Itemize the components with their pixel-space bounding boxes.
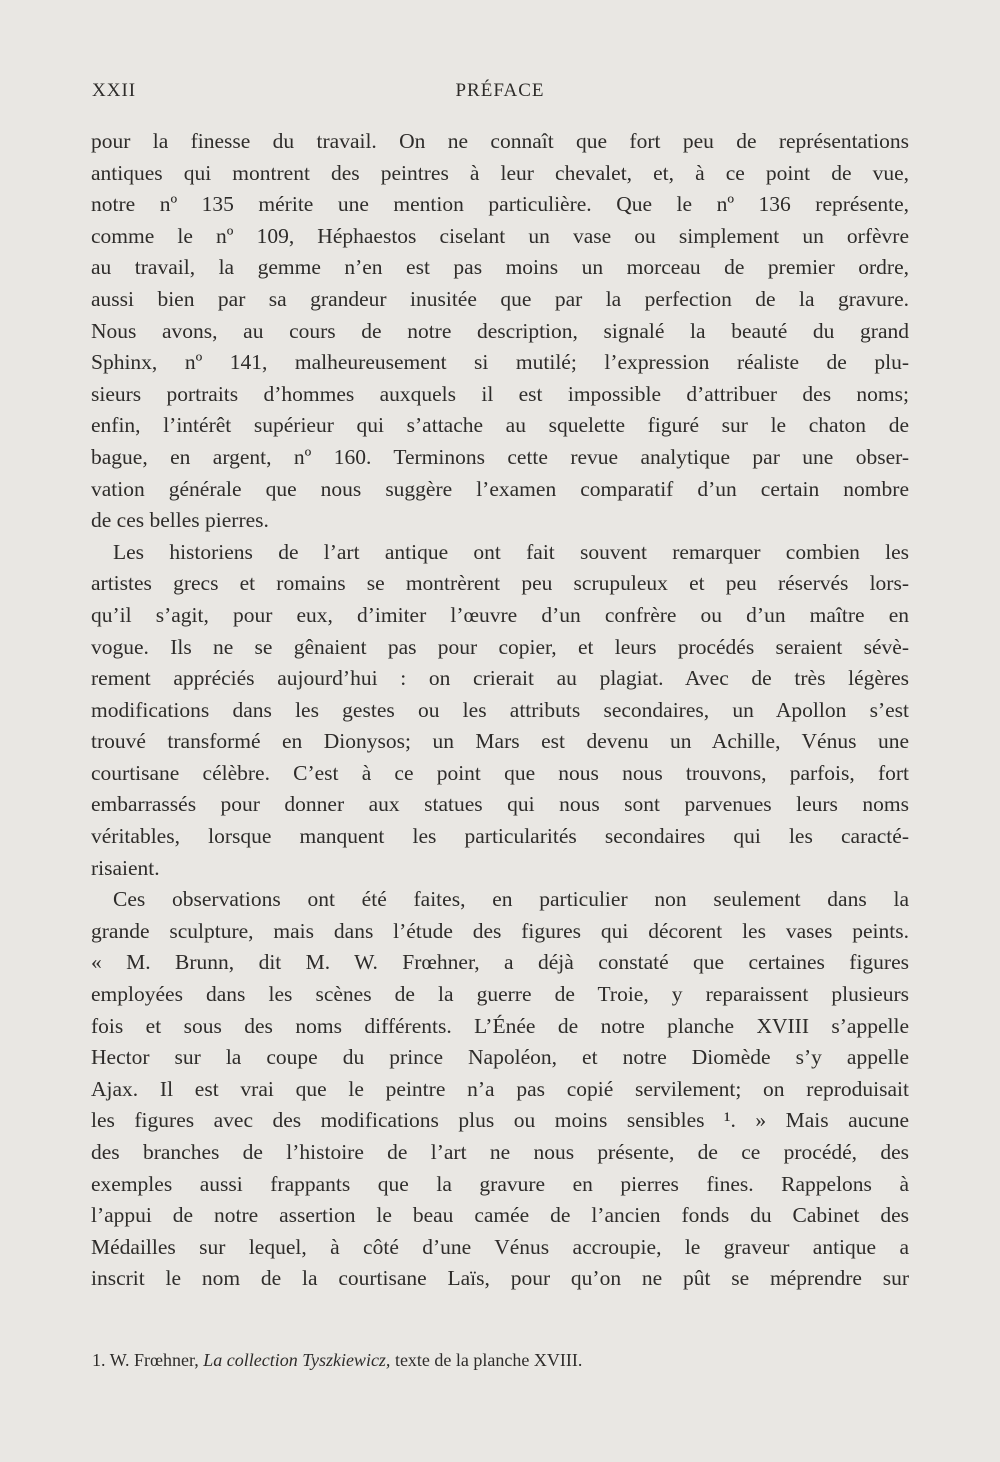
footnote-number: 1. <box>92 1350 106 1370</box>
text-line: véritables, lorsque manquent les particularités secondaires qui les caracté- <box>91 824 909 849</box>
text-line: Ces observations ont été faites, en particulier non seulement dans la <box>113 887 909 912</box>
page-header <box>92 80 908 110</box>
text-line: aussi bien par sa grandeur inusitée que par la perfection de la gravure. <box>91 286 909 311</box>
text-line: Ajax. Il est vrai que le peintre n’a pas copié servilement; on reproduisait <box>91 1076 909 1101</box>
text-line: trouvé transformé en Dionysos; un Mars est devenu un Achille, Vénus une <box>91 729 909 754</box>
text-line: exemples aussi frappants que la gravure en pierres fines. Rappelons à <box>91 1171 909 1196</box>
text-line: l’appui de notre assertion le beau camée de l’ancien fonds du Cabinet des <box>91 1203 909 1228</box>
text-line: notre nº 135 mérite une mention particulière. Que le nº 136 représente, <box>91 192 909 217</box>
text-line: bague, en argent, nº 160. Terminons cette revue analytique par une obser- <box>91 444 909 469</box>
text-line: sieurs portraits d’hommes auxquels il est impossible d’attribuer des noms; <box>91 381 909 406</box>
text-line: enfin, l’intérêt supérieur qui s’attache au squelette figuré sur le chaton de <box>91 413 909 438</box>
text-line: Nous avons, au cours de notre description, signalé la beauté du grand <box>91 318 909 343</box>
text-line: employées dans les scènes de la guerre de Troie, y reparaissent plusieurs <box>91 982 909 1007</box>
text-line: Hector sur la coupe du prince Napoléon, et notre Diomède s’y appelle <box>91 1045 909 1070</box>
text-line: au travail, la gemme n’en est pas moins un morceau de premier ordre, <box>91 255 909 280</box>
text-line: artistes grecs et romains se montrèrent peu scrupuleux et peu réservés lors- <box>91 571 909 596</box>
text-line: rement appréciés aujourd’hui : on crierait au plagiat. Avec de très légères <box>91 666 909 691</box>
text-line: « M. Brunn, dit M. W. Frœhner, a déjà constaté que certaines figures <box>91 950 909 975</box>
text-line: inscrit le nom de la courtisane Laïs, pour qu’on ne pût se méprendre sur <box>91 1266 909 1291</box>
text-line: grande sculpture, mais dans l’étude des figures qui décorent les vases peints. <box>91 918 909 943</box>
text-line: vation générale que nous suggère l’examen comparatif d’un certain nombre <box>91 476 909 501</box>
text-line: Médailles sur lequel, à côté d’une Vénus accroupie, le graveur antique a <box>91 1234 909 1259</box>
footnote-rest: texte de la planche XVIII. <box>394 1350 583 1370</box>
text-line: de ces belles pierres. <box>91 508 269 533</box>
text-line: Sphinx, nº 141, malheureusement si mutilé; l’expression réaliste de plu- <box>91 350 909 375</box>
text-line: courtisane célèbre. C’est à ce point que nous nous trouvons, parfois, fort <box>91 760 909 785</box>
footnote <box>92 1348 582 1372</box>
text-line: modifications dans les gestes ou les attributs secondaires, un Apollon s’est <box>91 697 909 722</box>
text-line: comme le nº 109, Héphaestos ciselant un vase ou simplement un orfèvre <box>91 223 909 248</box>
footnote-title: La collection Tyszkiewicz, <box>203 1350 391 1370</box>
text-line: Les historiens de l’art antique ont fait souvent remarquer combien les <box>113 539 909 564</box>
text-line: pour la finesse du travail. On ne connaît que fort peu de représentations <box>91 129 909 153</box>
running-title: PRÉFACE <box>455 80 545 101</box>
page-number: XXII <box>92 80 137 101</box>
text-line: qu’il s’agit, pour eux, d’imiter l’œuvre d’un confrère ou d’un maître en <box>91 602 909 627</box>
text-line: fois et sous des noms différents. L’Énée de notre planche XVIII s’appelle <box>91 1013 909 1038</box>
text-line: des branches de l’histoire de l’art ne nous présente, de ce procédé, des <box>91 1140 909 1164</box>
text-line: les figures avec des modifications plus ou moins sensibles ¹. » Mais aucune <box>91 1108 909 1133</box>
body-text <box>91 126 909 1295</box>
footnote-author: W. Frœhner, <box>109 1350 199 1370</box>
text-line: embarrassés pour donner aux statues qui nous sont parvenues leurs noms <box>91 792 909 817</box>
text-line: risaient. <box>91 855 160 880</box>
text-line: vogue. Ils ne se gênaient pas pour copier, et leurs procédés seraient sévè- <box>91 634 909 659</box>
text-line: antiques qui montrent des peintres à leur chevalet, et, à ce point de vue, <box>91 160 909 185</box>
